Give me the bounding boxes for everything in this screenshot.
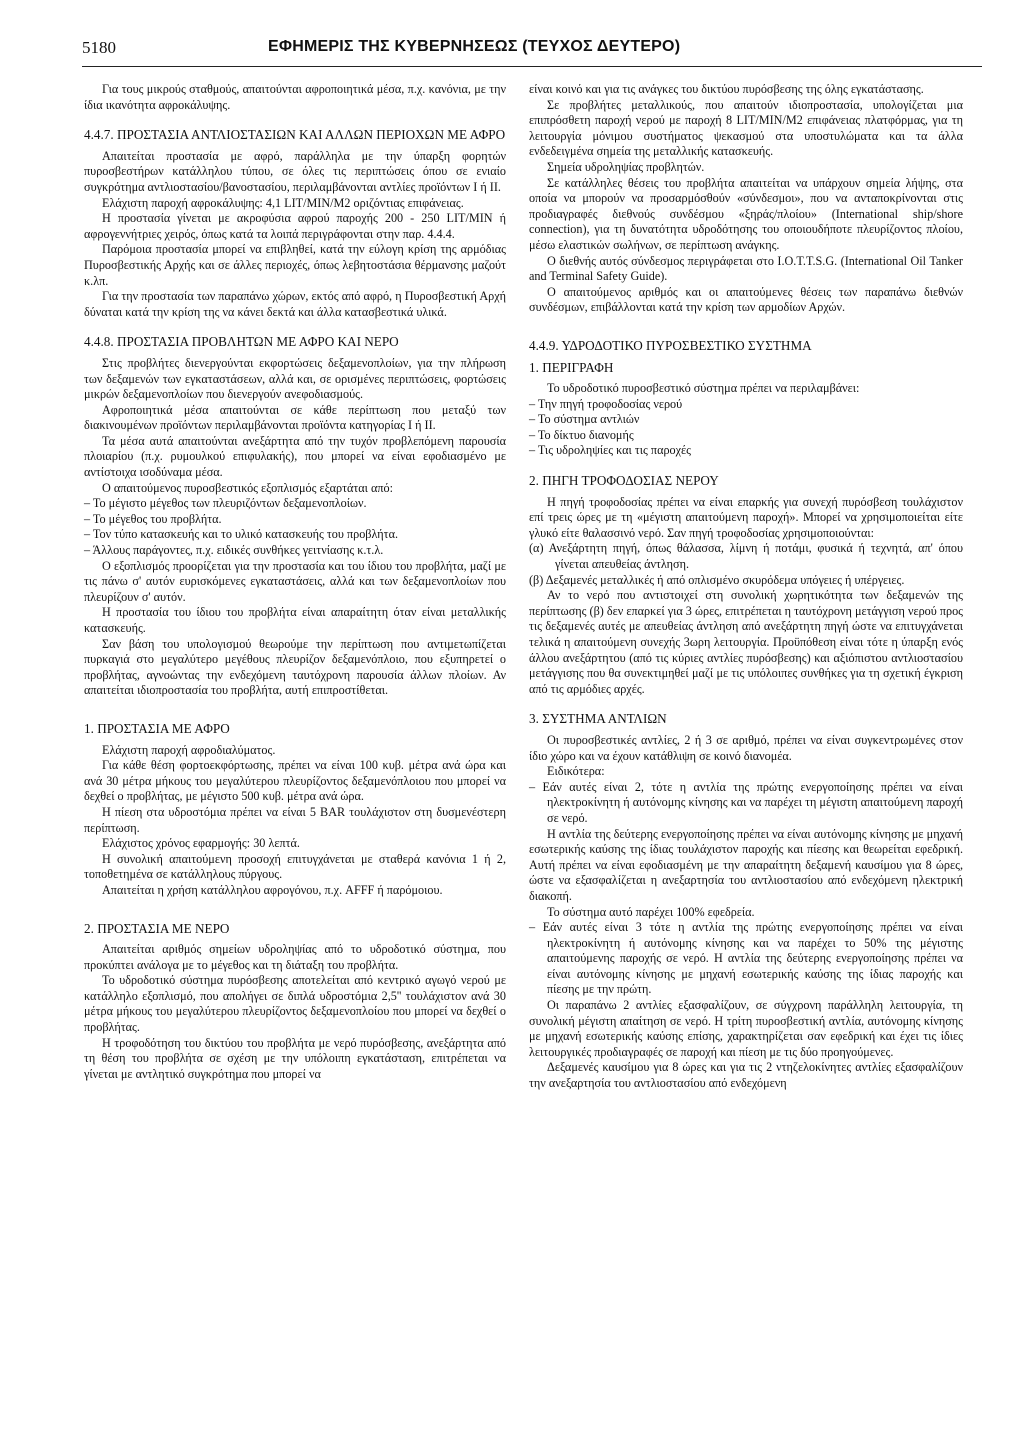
paragraph: Οι παραπάνω 2 αντλίες εξασφαλίζουν, σε σύγχρονη παράλληλη λειτουργία, τη συνολική μέγιστη απαίτηση σε νερό. Η τρίτη πυροσβεστική αντλία, αυτόνομης κίνησης με μηχανή εσωτερικής καύσης επίσης, χαρακτηρίζεται σαν εφεδρική και έχει τις ίδιες λειτουργικές προδιαγραφές σε παροχή και πίεση με τις δύο προηγούμενες. <box>529 998 963 1059</box>
header-rule <box>82 66 982 67</box>
right-column <box>529 82 963 1092</box>
subsection-heading-water: 2. ΠΡΟΣΤΑΣΙΑ ΜΕ ΝΕΡΟ <box>84 920 230 936</box>
left-column <box>84 82 506 1082</box>
paragraph: Η τροφοδότηση του δικτύου του προβλήτα με νερό πυρόσβεσης, ανεξάρτητα από τη θέση του προβλήτα σε σχέση με την υπόλοιπη εγκατάσταση, επιτρέπεται να γίνεται με αντλητικό συγκρότημα που μπορεί να <box>84 1035 506 1081</box>
paragraph: Σε προβλήτες μεταλλικούς, που απαιτούν ιδιοπροστασία, υπολογίζεται μια επιπρόσθετη παροχή νερού με παροχή 8 LIT/MIN/M2 επιφάνειας πλατφόρμας, για τη λειτουργία μόνιμου συστήματος ψεκασμού στα υποστυλώματα και τα άλλα ενδεδειγμένα σημεία της μεταλλικής κατασκευής. <box>529 97 963 159</box>
subsection-heading-description: 1. ΠΕΡΙΓΡΑΦΗ <box>529 359 614 375</box>
paragraph: Για κάθε θέση φορτοεκφόρτωσης, πρέπει να είναι 100 κυβ. μέτρα ανά ώρα και ανά 30 μέτρα μήκους του μεγαλύτερου πλευρίζοντος δεξαμενόπλοιου που μπορεί να δεχθεί ο προβλήτας, με μέγιστο 500 κυβ. μέτρα ανά ώρα. <box>84 758 506 804</box>
paragraph: Το υδροδοτικό σύστημα πυρόσβεσης αποτελείται από κεντρικό αγωγό νερού με κατάλληλο εξοπλισμό, που απολήγει σε διπλά υδροστόμια 2,5'' τουλάχιστον ανά 30 μέτρα μήκους του μεγαλύτερου πλευρίζοντος δεξαμενοπλοίου που μπορεί να δεχθεί ο προβλήτας. <box>84 973 506 1035</box>
paragraph: Σαν βάση του υπολογισμού θεωρούμε την περίπτωση που αντιμετωπίζεται πυρκαγιά στο μεγαλύτερο μεγέθους πλευρίζον δεξαμενόπλοιο, που εξυπηρετεί ο προβλήτας, αγνοώντας την ενδεχόμενη ταυτόχρονη παρουσία άλλων πλοίων. Αν απαιτείται ιδιοπροστασία του προβλήτα, αυτή επιπροστίθεται. <box>84 636 506 698</box>
list-item: – Τον τύπο κατασκευής και το υλικό κατασκευής του προβλήτα. <box>84 527 399 542</box>
list-item: – Το δίκτυο διανομής <box>529 427 634 442</box>
list-item: – Εάν αυτές είναι 2, τότε η αντλία της πρώτης ενεργοποίησης πρέπει να είναι ηλεκτροκίνητη ή αυτόνομης κίνησης και να παρέχει τη μέγιστη απαιτούμενη παροχή σε νερό. <box>529 779 963 825</box>
page-number: 5180 <box>82 38 116 57</box>
paragraph: Η προστασία γίνεται με ακροφύσια αφρού παροχής 200 - 250 LIT/MIN ή αφρογεννήτριες χειρός, όπως κατά τα λοιπά περιγράφονται στην παρ. 4.4.4. <box>84 211 506 241</box>
paragraph: Ο απαιτούμενος πυροσβεστικός εξοπλισμός εξαρτάται από: <box>102 480 393 495</box>
paragraph: Ο διεθνής αυτός σύνδεσμος περιγράφεται στο I.O.T.T.S.G. (International Oil Tanker and Terminal Safety Guide). <box>529 253 963 284</box>
paragraph: Οι πυροσβεστικές αντλίες, 2 ή 3 σε αριθμό, πρέπει να είναι συγκεντρωμένες στον ίδιο χώρο και να έχουν κατάθλιψη σε κοινό διανομέα. <box>529 732 963 763</box>
paragraph: Η πίεση στα υδροστόμια πρέπει να είναι 5 BAR τουλάχιστον στη δυσμενέστερη περίπτωση. <box>84 804 506 835</box>
list-item: – Εάν αυτές είναι 3 τότε η αντλία της πρώτης ενεργοποίησης πρέπει να είναι ηλεκτροκίνητη ή αυτόνομης κίνησης και να παρέχει το 50% της μέγιστης απαιτούμενης παροχής σε νερό. Η αντλία της δεύτερης ενεργοποίησης πρέπει να είναι αυτόνομης κίνησης με μηχανή εσωτερικής καύσης της ίδιας παροχής και πίεσης με την πρώτη. <box>529 920 963 997</box>
paragraph: Στις προβλήτες διενεργούνται εκφορτώσεις δεξαμενοπλοίων, για την πλήρωση των δεξαμενών των εγκαταστάσεων, αλλά και, σε ορισμένες περιπτώσεις, φορτώσεις μικρών δεξαμενοπλοίων που διενεργούν ανεφοδιασμούς. <box>84 355 506 402</box>
list-item: (β) Δεξαμενές μεταλλικές ή από οπλισμένο σκυρόδεμα υπόγειες ή υπέργειες. <box>529 572 905 587</box>
subsection-heading-water-source: 2. ΠΗΓΗ ΤΡΟΦΟΔΟΣΙΑΣ ΝΕΡΟΥ <box>529 473 719 489</box>
paragraph: Η αντλία της δεύτερης ενεργοποίησης πρέπει να είναι αυτόνομης κίνησης με μηχανή εσωτερικής καύσης της ίδιας τουλάχιστον παροχής και πίεσης και θεωρείται εφεδρική. Αυτή πρέπει να είναι εφοδιασμένη με την απαραίτητη δεξαμενή καυσίμου για 8 ώρες, ώστε να εξασφαλίζεται η ανεξαρτησία του αντλιοστασίου από ενδεχόμενη ηλεκτρική διακοπή. <box>529 826 963 903</box>
paragraph: Σε κατάλληλες θέσεις του προβλήτα απαιτείται να υπάρχουν σημεία λήψης, στα οποία να μπορούν να προσαρμόσθούν «σύνδεσμοι», που να ανταποκρίνονται στις προδιαγραφές διεθνούς συνδέσμου «ξηράς/πλοίου» (International ship/shore connection), για τη δυνατότητα υδροδότησης του οποιουδήποτε πλευρίζοντος πλοίου, μέσω ελαστικών σωλήνων, σε περίπτωση ανάγκης. <box>529 175 963 252</box>
list-item: – Την πηγή τροφοδοσίας νερού <box>529 396 683 411</box>
list-item: – Το μέγεθος του προβλήτα. <box>84 511 222 526</box>
paragraph: Δεξαμενές καυσίμου για 8 ώρες και για τις 2 ντηζελοκίνητες αντλίες εξασφαλίζουν την ανεξαρτησία του αντλιοστασίου από ενδεχόμενη <box>529 1060 963 1091</box>
paragraph: Αφροποιητικά μέσα απαιτούνται σε κάθε περίπτωση που μεταξύ των διακινουμένων προϊόντων περιλαμβάνονται προϊόντα κατηγορίας Ι ή ΙΙ. <box>84 402 506 433</box>
section-heading-447: 4.4.7. ΠΡΟΣΤΑΣΙΑ ΑΝΤΛΙΟΣΤΑΣΙΩΝ ΚΑΙ ΑΛΛΩΝ ΠΕΡΙΟΧΩΝ ΜΕ ΑΦΡΟ <box>84 127 506 143</box>
list-item: – Το σύστημα αντλιών <box>529 412 640 427</box>
list-item: – Άλλους παράγοντες, π.χ. ειδικές συνθήκες γειτνίασης κ.τ.λ. <box>84 543 384 558</box>
paragraph: Για την προστασία των παραπάνω χώρων, εκτός από αφρό, η Πυροσβεστική Αρχή δύναται κατά την κρίση της να κάνει δεκτά και άλλα κατασβεστικά υλικά. <box>84 289 506 319</box>
section-heading-449: 4.4.9. ΥΔΡΟΔΟΤΙΚΟ ΠΥΡΟΣΒΕΣΤΙΚΟ ΣΥΣΤΗΜΑ <box>529 337 812 353</box>
paragraph: Ο εξοπλισμός προορίζεται για την προστασία και του ίδιου του προβλήτα, μαζί με τις πάνω σ' αυτόν ευρισκόμενες εγκαταστάσεις, αλλά και των δεξαμενοπλοίων που πλευρίζουν σ' αυτόν. <box>84 558 506 604</box>
subsection-heading-pumps: 3. ΣΥΣΤΗΜΑ ΑΝΤΛΙΩΝ <box>529 711 667 727</box>
page-header <box>82 38 982 68</box>
paragraph: Αν το νερό που αντιστοιχεί στη συνολική χωρητικότητα των δεξαμενών της περίπτωσης (β) δεν επαρκεί για 3 ώρες, επιτρέπεται η ταυτόχρονη μετάγγιση νερού προς τις δεξαμενές αυτές με απευθείας άντληση από ανεξάρτητη πηγή ώστε να επιτυγχάνεται τελικά η απαιτούμενη συνεχής 3ωρη λειτουργία. Προϋπόθεση είναι τότε η ύπαρξη ενός άλλου ανεξάρτητου (από τις κύριες αντλίες πυρόσβεσης) και αξιόπιστου αντλιοστασίου μετάγγισης που θα συνεκτιμηθεί μαζί με τις υπόλοιπες συνθήκες για τη σχετική έγκριση από τις αρμόδιες αρχές. <box>529 588 963 696</box>
paragraph: είναι κοινό και για τις ανάγκες του δικτύου πυρόσβεσης της όλης εγκατάστασης. <box>529 82 924 96</box>
section-heading-448: 4.4.8. ΠΡΟΣΤΑΣΙΑ ΠΡΟΒΛΗΤΩΝ ΜΕ ΑΦΡΟ ΚΑΙ ΝΕΡΟ <box>84 334 399 350</box>
paragraph: Απαιτείται αριθμός σημείων υδροληψίας από το υδροδοτικό σύστημα, που προκύπτει ανάλογα με το μέγεθος και τη διάταξη του προβλήτα. <box>84 942 506 972</box>
paragraph: Η συνολική απαιτούμενη προσοχή επιτυγχάνεται με σταθερά κανόνια 1 ή 2, τοποθετημένα σε κατάλληλους πύργους. <box>84 851 506 882</box>
paragraph: Ελάχιστη παροχή αφροδιαλύματος. <box>102 742 276 757</box>
paragraph: Ο απαιτούμενος αριθμός και οι απαιτούμενες θέσεις των παραπάνω διεθνών συνδέσμων, επιβάλλονται κατά την κρίση των αρμοδίων Αρχών. <box>529 284 963 315</box>
list-item: (α) Ανεξάρτητη πηγή, όπως θάλασσα, λίμνη ή ποτάμι, φυσικά ή τεχνητά, απ' όπου γίνεται απευθείας άντληση. <box>529 541 963 572</box>
paragraph: Η πηγή τροφοδοσίας πρέπει να είναι επαρκής για συνεχή πυρόσβεση τουλάχιστον επί τρεις ώρες με τη «μέγιστη απαιτούμενη παροχή». Μπορεί να χρησιμοποιείται είτε γλυκό είτε θαλασσινό νερό. Σαν πηγή τροφοδοσίας χρησιμοποιούνται: <box>529 494 963 540</box>
gazette-title: ΕΦΗΜΕΡΙΣ ΤΗΣ ΚΥΒΕΡΝΗΣΕΩΣ (ΤΕΥΧΟΣ ΔΕΥΤΕΡΟ) <box>268 38 681 55</box>
subsection-heading-foam: 1. ΠΡΟΣΤΑΣΙΑ ΜΕ ΑΦΡΟ <box>84 720 230 736</box>
paragraph: Το σύστημα αυτό παρέχει 100% εφεδρεία. <box>547 904 755 919</box>
list-item: – Τις υδροληψίες και τις παροχές <box>529 443 691 458</box>
paragraph: Ελάχιστη παροχή αφροκάλυψης: 4,1 LIT/MIN/M2 οριζόντιας επιφάνειας. <box>102 195 464 210</box>
intro-paragraph: Για τους μικρούς σταθμούς, απαιτούνται αφροποιητικά μέσα, π.χ. κανόνια, με την ίδια ικανότητα αφροκάλυψης. <box>84 82 506 112</box>
paragraph: Απαιτείται προστασία με αφρό, παράλληλα με την ύπαρξη φορητών πυροσβεστήρων κατάλληλου τύπου, σε όλες τις περιπτώσεις όπου σε ενιαίο συγκρότημα αντλιοστασίου/βανοστασίου, περιλαμβάνονται αντλίες προϊόντων Ι ή ΙΙ. <box>84 148 506 194</box>
paragraph: Το υδροδοτικό πυροσβεστικό σύστημα πρέπει να περιλαμβάνει: <box>547 381 860 396</box>
paragraph: Σημεία υδροληψίας προβλητών. <box>547 159 705 174</box>
paragraph: Απαιτείται η χρήση κατάλληλου αφρογόνου, π.χ. AFFF ή παρόμοιου. <box>102 882 443 897</box>
paragraph: Ελάχιστος χρόνος εφαρμογής: 30 λεπτά. <box>102 836 300 851</box>
paragraph: Παρόμοια προστασία μπορεί να επιβληθεί, κατά την εύλογη κρίση της αρμόδιας Πυροσβεστικής Αρχής και σε άλλες περιοχές, όπως λεβητοστάσια θέρμανσης μαζούτ κ.λπ. <box>84 242 506 288</box>
paragraph: Ειδικότερα: <box>547 764 605 779</box>
paragraph: Τα μέσα αυτά απαιτούνται ανεξάρτητα από την τυχόν προβλεπόμενη παρουσία πλοιαρίου (π.χ. ρυμουλκού επιφυλακής), που μπορεί να είναι εφοδιασμένο με αντίστοιχα ισοδύναμα μέσα. <box>84 433 506 480</box>
paragraph: Η προστασία του ίδιου του προβλήτα είναι απαραίτητη όταν είναι μεταλλικής κατασκευής. <box>84 605 506 635</box>
list-item: – Το μέγιστο μέγεθος των πλευριζόντων δεξαμενοπλοίων. <box>84 496 367 511</box>
